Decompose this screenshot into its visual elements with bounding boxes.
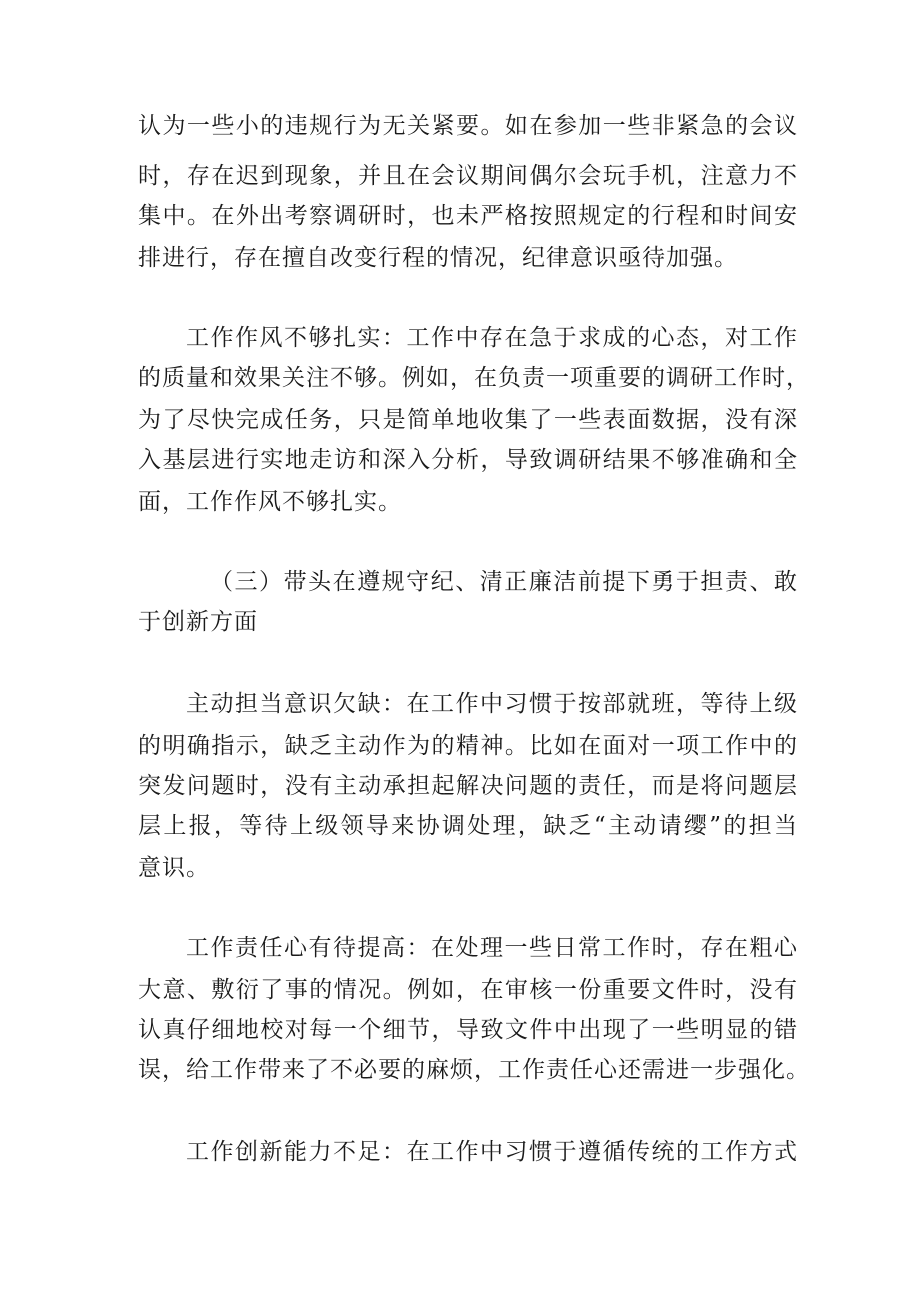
body-text-line: 层上报，等待上级领导来协调处理，缺乏“主动请缨”的担当 [138, 813, 798, 839]
body-text-line: 认真仔细地校对每一个细节，导致文件中出现了一些明显的错 [138, 1017, 798, 1043]
body-text-line: 大意、敷衍了事的情况。例如，在审核一份重要文件时，没有 [138, 977, 798, 1003]
body-text-line: 意识。 [138, 855, 210, 881]
body-text-line: 误，给工作带来了不必要的麻烦，工作责任心还需进一步强化。 [138, 1057, 810, 1083]
section-heading: 于创新方面 [138, 609, 258, 635]
section-heading: （三）带头在遵规守纪、清正廉洁前提下勇于担责、敢 [210, 569, 798, 595]
body-text-line: 入基层进行实地走访和深入分析，导致调研结果不够准确和全 [138, 447, 798, 473]
paragraph-first-line: 工作责任心有待提高：在处理一些日常工作时，存在粗心 [186, 935, 798, 961]
body-text-line: 突发问题时，没有主动承担起解决问题的责任，而是将问题层 [138, 773, 798, 799]
body-text-line: 集中。在外出考察调研时，也未严格按照规定的行程和时间安 [138, 203, 798, 229]
paragraph-first-line: 工作创新能力不足：在工作中习惯于遵循传统的工作方式 [186, 1139, 798, 1165]
body-text-line: 时，存在迟到现象，并且在会议期间偶尔会玩手机，注意力不 [138, 163, 798, 189]
body-text-line: 为了尽快完成任务，只是简单地收集了一些表面数据，没有深 [138, 407, 798, 433]
body-text-line: 面，工作作风不够扎实。 [138, 489, 402, 515]
body-text-line: 认为一些小的违规行为无关紧要。如在参加一些非紧急的会议 [138, 113, 798, 139]
paragraph-first-line: 主动担当意识欠缺：在工作中习惯于按部就班，等待上级 [186, 691, 798, 717]
body-text-line: 排进行，存在擅自改变行程的情况，纪律意识亟待加强。 [138, 245, 738, 271]
body-text-line: 的明确指示，缺乏主动作为的精神。比如在面对一项工作中的 [138, 733, 798, 759]
paragraph-first-line: 工作作风不够扎实：工作中存在急于求成的心态，对工作 [186, 325, 798, 351]
body-text-line: 的质量和效果关注不够。例如，在负责一项重要的调研工作时， [138, 365, 810, 391]
